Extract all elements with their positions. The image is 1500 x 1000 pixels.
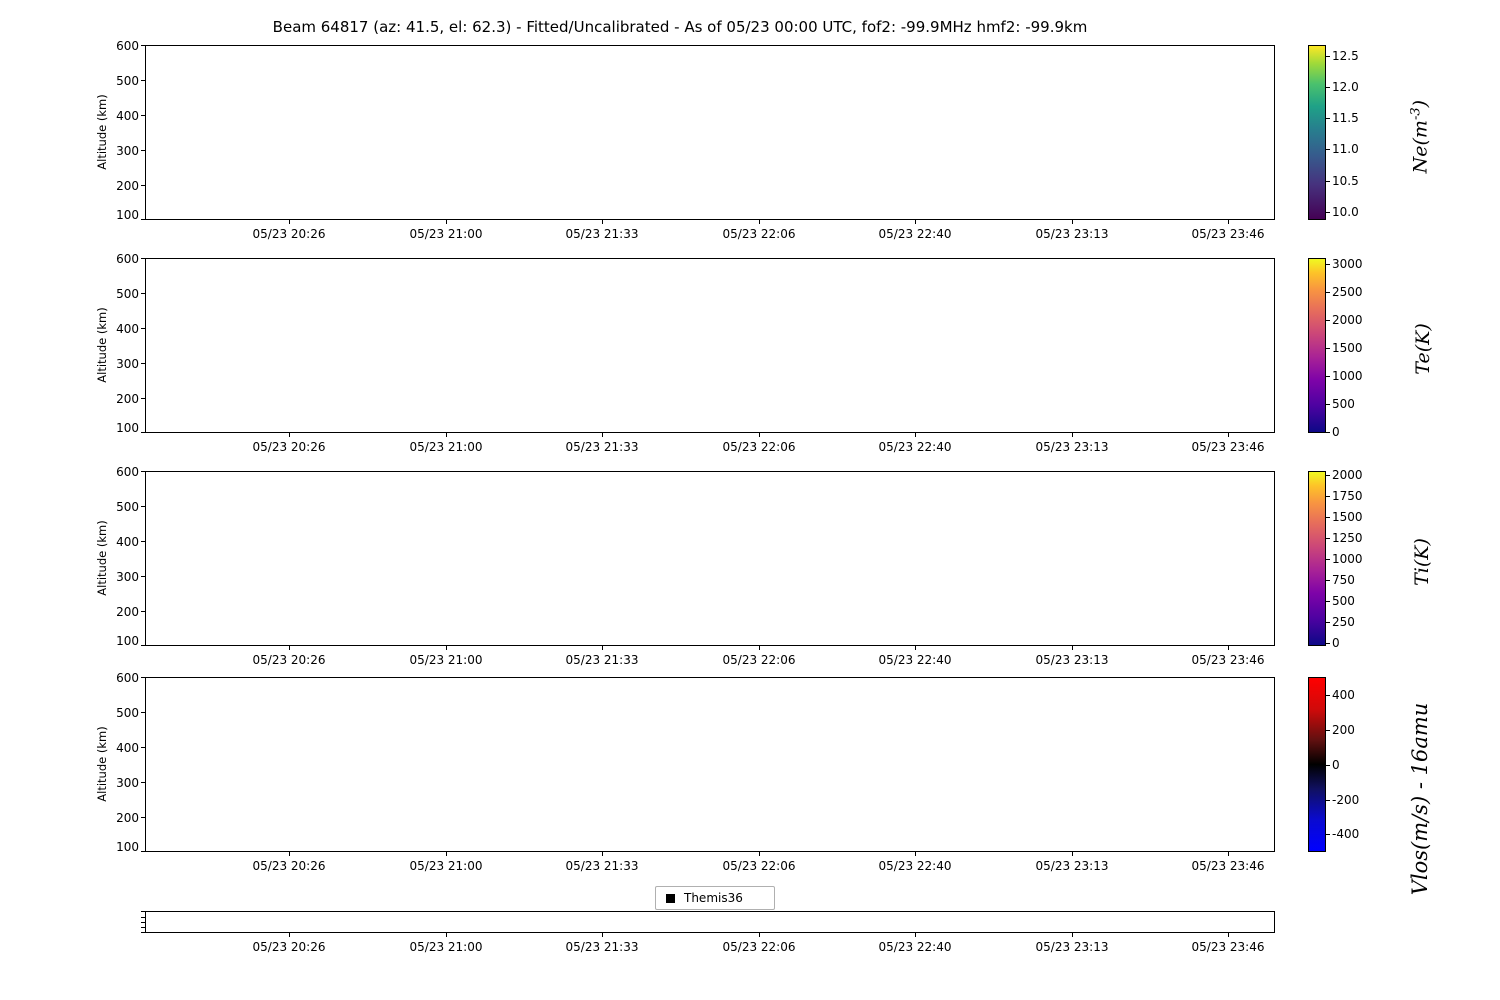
tickmark [1326,517,1330,518]
panel-vlos-xtick-4: 05/23 22:40 [878,859,952,873]
colorbar-ti[interactable] [1308,468,1368,650]
tickmark [141,150,145,151]
tickmark [141,911,145,912]
legend-box[interactable] [655,886,775,910]
panel-vlos-xtick-2: 05/23 21:33 [565,859,639,873]
colorbar-ne-tick-3: 11.5 [1332,111,1359,125]
tickmark [289,646,290,650]
panel-te-ylabel: Altitude (km) [95,307,109,383]
tickmark [915,220,916,224]
colorbar-te-tick-5: 2500 [1332,285,1363,299]
tickmark [1228,933,1229,937]
panel-vlos-ytick-600: 600 [116,671,139,685]
panel-ti-xtick-5: 05/23 23:13 [1035,653,1109,667]
colorbar-te-tick-2: 1000 [1332,369,1363,383]
colorbar-vlos-tick-3: 200 [1332,723,1355,737]
tickmark [141,817,145,818]
panel-bottom-xtick-6: 05/23 23:46 [1191,940,1265,954]
colorbar-te-label: Te(K) [1412,323,1434,375]
colorbar-ti-tick-3: 750 [1332,573,1355,587]
colorbar-ti-tick-2: 500 [1332,594,1355,608]
panel-te-xtick-6: 05/23 23:46 [1191,440,1265,454]
tickmark [915,852,916,856]
tickmark [1326,264,1330,265]
tickmark [141,576,145,577]
colorbar-ti-gradient [1308,471,1326,646]
panel-ne-xtick-4: 05/23 22:40 [878,227,952,241]
tickmark [759,933,760,937]
colorbar-ne-tick-4: 12.0 [1332,80,1359,94]
tickmark [1326,149,1330,150]
tickmark [446,933,447,937]
tickmark [1072,220,1073,224]
tickmark [1326,118,1330,119]
tickmark [141,432,145,433]
panel-bottom-xtick-5: 05/23 23:13 [1035,940,1109,954]
tickmark [446,220,447,224]
panel-ne-xtick-0: 05/23 20:26 [252,227,326,241]
colorbar-vlos-tick-1: -200 [1332,793,1360,807]
tickmark [1326,559,1330,560]
tickmark [141,45,145,46]
panel-vlos-ytick-400: 400 [116,741,139,755]
tickmark [1326,376,1330,377]
colorbar-ne-gradient [1308,45,1326,220]
colorbar-ti-label: Ti(K) [1411,538,1433,586]
tickmark [141,541,145,542]
colorbar-ne-tick-2: 11.0 [1332,142,1359,156]
panel-vlos-ytick-100: 100 [116,840,139,854]
tickmark [1228,852,1229,856]
panel-ti-plot[interactable] [145,471,1275,646]
panel-te-ytick-300: 300 [116,357,139,371]
colorbar-ti-tick-8: 2000 [1332,468,1363,482]
tickmark [289,852,290,856]
panel-ti-ytick-200: 200 [116,605,139,619]
panel-ne-ytick-600: 600 [116,39,139,53]
tickmark [1326,765,1330,766]
tickmark [1228,220,1229,224]
tickmark [1326,87,1330,88]
panel-vlos-ytick-200: 200 [116,811,139,825]
panel-ti-xtick-6: 05/23 23:46 [1191,653,1265,667]
panel-ti-xtick-1: 05/23 21:00 [409,653,483,667]
panel-ne-xtick-2: 05/23 21:33 [565,227,639,241]
colorbar-ne-label-base: Ne(m [1409,120,1432,174]
panel-te-xtick-3: 05/23 22:06 [722,440,796,454]
tickmark [1326,320,1330,321]
panel-bottom-xtick-2: 05/23 21:33 [565,940,639,954]
tickmark [141,328,145,329]
panel-vlos-ylabel: Altitude (km) [95,726,109,802]
colorbar-ne-label-tail: ) [1409,99,1432,108]
tickmark [141,851,145,852]
panel-vlos-xtick-1: 05/23 21:00 [409,859,483,873]
tickmark [141,747,145,748]
panel-te-xtick-1: 05/23 21:00 [409,440,483,454]
tickmark [289,220,290,224]
tickmark [1326,580,1330,581]
colorbar-ne-tick-1: 10.5 [1332,174,1359,188]
tickmark [1072,646,1073,650]
tickmark [141,258,145,259]
tickmark [141,645,145,646]
colorbar-te-tick-6: 3000 [1332,257,1363,271]
tickmark [446,646,447,650]
panel-ne-xtick-5: 05/23 23:13 [1035,227,1109,241]
panel-ne-plot[interactable] [145,45,1275,220]
legend-label-themis36: Themis36 [684,891,743,905]
panel-te-ytick-500: 500 [116,287,139,301]
tickmark [1326,348,1330,349]
colorbar-ti-tick-6: 1500 [1332,510,1363,524]
colorbar-ne-label [1408,47,1431,227]
panel-vlos-ytick-300: 300 [116,776,139,790]
tickmark [759,852,760,856]
panel-te-ytick-200: 200 [116,392,139,406]
panel-te-ytick-600: 600 [116,252,139,266]
tickmark [141,398,145,399]
colorbar-te-tick-0: 0 [1332,425,1340,439]
panel-ti-ytick-600: 600 [116,465,139,479]
colorbar-ne-tick-0: 10.0 [1332,205,1359,219]
panel-ti-ytick-300: 300 [116,570,139,584]
tickmark [446,852,447,856]
colorbar-ti-tick-4: 1000 [1332,552,1363,566]
tickmark [141,80,145,81]
panel-ne-xtick-6: 05/23 23:46 [1191,227,1265,241]
panel-bottom-strip[interactable] [145,911,1275,933]
tickmark [1072,933,1073,937]
colorbar-ti-tick-1: 250 [1332,615,1355,629]
panel-ne-ytick-400: 400 [116,109,139,123]
panel-ti-ytick-100: 100 [116,634,139,648]
colorbar-vlos-tick-0: -400 [1332,827,1360,841]
panel-ti-xtick-4: 05/23 22:40 [878,653,952,667]
panel-ne-ytick-300: 300 [116,144,139,158]
panel-vlos-ytick-500: 500 [116,706,139,720]
panel-ne-ytick-100: 100 [116,208,139,222]
tickmark [1326,538,1330,539]
tickmark [1072,433,1073,437]
tickmark [1326,212,1330,213]
tickmark [1326,643,1330,644]
panel-ne-ytick-200: 200 [116,179,139,193]
tickmark [446,433,447,437]
tickmark [602,646,603,650]
tickmark [141,185,145,186]
tickmark [602,220,603,224]
tickmark [1326,800,1330,801]
panel-te-xtick-5: 05/23 23:13 [1035,440,1109,454]
figure-title: Beam 64817 (az: 41.5, el: 62.3) - Fitted/Uncalibrated - As of 05/23 00:00 UTC, fof2: -99.9MHz hmf2: -99.9km [272,18,1088,36]
tickmark [1072,852,1073,856]
tickmark [141,927,145,928]
tickmark [1228,433,1229,437]
tickmark [289,433,290,437]
tickmark [141,712,145,713]
tickmark [1326,475,1330,476]
panel-ti-ytick-500: 500 [116,500,139,514]
tickmark [915,933,916,937]
panel-bottom-xtick-3: 05/23 22:06 [722,940,796,954]
panel-te-ytick-400: 400 [116,322,139,336]
tickmark [602,933,603,937]
tickmark [1326,404,1330,405]
colorbar-vlos[interactable] [1308,677,1368,852]
panel-te-xtick-4: 05/23 22:40 [878,440,952,454]
colorbar-te-tick-4: 2000 [1332,313,1363,327]
panel-vlos-xtick-3: 05/23 22:06 [722,859,796,873]
square-marker-icon [666,894,675,903]
colorbar-ne[interactable] [1308,45,1368,220]
colorbar-vlos-label: Vlos(m/s) - 16amu [1408,702,1432,896]
tickmark [1326,496,1330,497]
colorbar-ti-tick-7: 1750 [1332,489,1363,503]
panel-ti-xtick-0: 05/23 20:26 [252,653,326,667]
tickmark [1326,622,1330,623]
colorbar-te[interactable] [1308,257,1368,439]
tickmark [1326,695,1330,696]
tickmark [602,433,603,437]
panel-vlos-xtick-5: 05/23 23:13 [1035,859,1109,873]
tickmark [1228,646,1229,650]
tickmark [141,363,145,364]
panel-te-ytick-100: 100 [116,421,139,435]
tickmark [1326,601,1330,602]
panel-bottom-xtick-1: 05/23 21:00 [409,940,483,954]
tickmark [141,932,145,933]
colorbar-ti-tick-5: 1250 [1332,531,1363,545]
panel-ti-xtick-2: 05/23 21:33 [565,653,639,667]
tickmark [141,917,145,918]
tickmark [141,782,145,783]
tickmark [141,293,145,294]
panel-ti-ylabel: Altitude (km) [95,520,109,596]
tickmark [1326,834,1330,835]
tickmark [141,219,145,220]
colorbar-ti-tick-0: 0 [1332,636,1340,650]
colorbar-te-tick-3: 1500 [1332,341,1363,355]
tickmark [1326,181,1330,182]
colorbar-te-tick-1: 500 [1332,397,1355,411]
tickmark [759,433,760,437]
tickmark [141,922,145,923]
panel-bottom-xtick-4: 05/23 22:40 [878,940,952,954]
panel-ti-xtick-3: 05/23 22:06 [722,653,796,667]
panel-ne-xtick-1: 05/23 21:00 [409,227,483,241]
tickmark [141,506,145,507]
colorbar-vlos-tick-2: 0 [1332,758,1340,772]
tickmark [141,115,145,116]
panel-ne-ytick-500: 500 [116,74,139,88]
panel-te-xtick-2: 05/23 21:33 [565,440,639,454]
panel-ne-xtick-3: 05/23 22:06 [722,227,796,241]
tickmark [915,433,916,437]
tickmark [1326,730,1330,731]
tickmark [1326,292,1330,293]
colorbar-te-gradient [1308,258,1326,433]
panel-ti-ytick-400: 400 [116,535,139,549]
tickmark [759,220,760,224]
tickmark [141,611,145,612]
panel-bottom-xtick-0: 05/23 20:26 [252,940,326,954]
tickmark [141,471,145,472]
colorbar-vlos-tick-4: 400 [1332,688,1355,702]
tickmark [915,646,916,650]
panel-vlos-plot[interactable] [145,677,1275,852]
panel-ne-ylabel: Altitude (km) [95,94,109,170]
tickmark [1326,432,1330,433]
tickmark [141,677,145,678]
tickmark [1326,56,1330,57]
colorbar-vlos-gradient [1308,677,1326,852]
panel-te-plot[interactable] [145,258,1275,433]
colorbar-ne-tick-5: 12.5 [1332,49,1359,63]
panel-vlos-xtick-6: 05/23 23:46 [1191,859,1265,873]
tickmark [759,646,760,650]
tickmark [602,852,603,856]
panel-te-xtick-0: 05/23 20:26 [252,440,326,454]
panel-vlos-xtick-0: 05/23 20:26 [252,859,326,873]
tickmark [289,933,290,937]
colorbar-ne-label-exp: -3 [1408,107,1424,121]
